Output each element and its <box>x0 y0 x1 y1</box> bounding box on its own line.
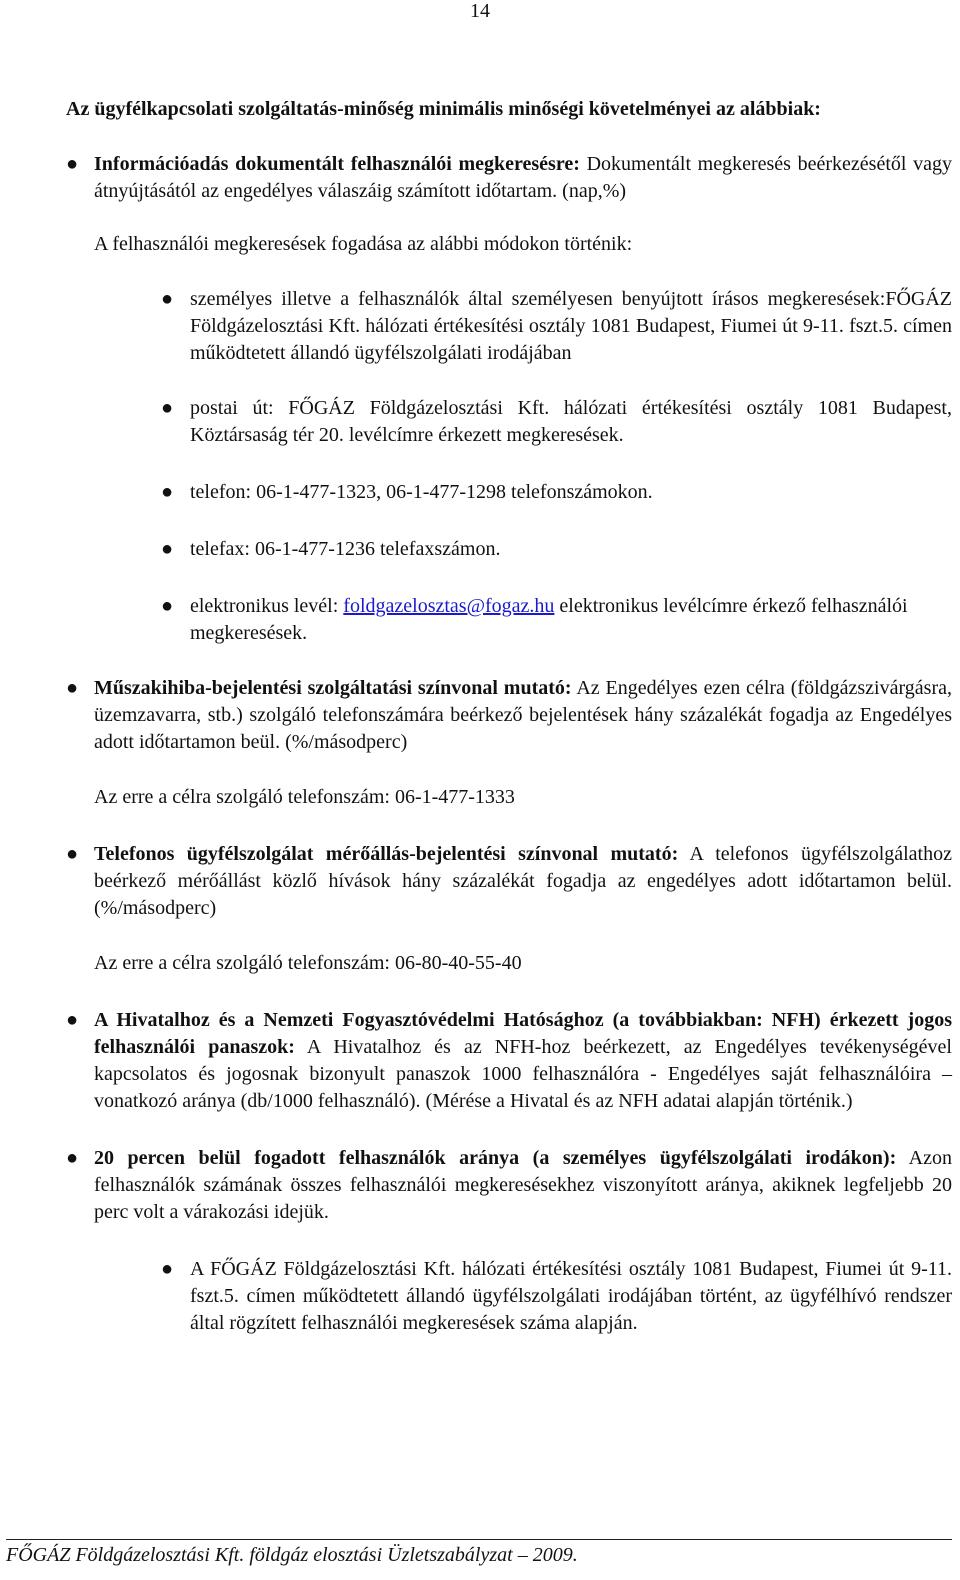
document-body <box>66 96 952 1337</box>
bullet-icon: ● <box>66 1009 79 1031</box>
fault-phone-number: Az erre a célra szolgáló telefonszám: 06-1-477-1333 <box>94 786 515 808</box>
requirement-item-meter-reading <box>66 841 952 922</box>
item-title: 20 percen belül fogadott felhasználók aránya (a személyes ügyfélszolgálati irodákon): <box>94 1147 897 1169</box>
bullet-icon: ● <box>161 288 174 310</box>
bullet-icon: ● <box>66 153 79 175</box>
bullet-icon: ● <box>161 1258 174 1280</box>
bullet-icon: ● <box>66 843 79 865</box>
bullet-icon: ● <box>66 1147 79 1169</box>
bullet-icon: ● <box>161 538 174 560</box>
item-title: Információadás dokumentált felhasználói megkeresésre: <box>94 153 580 175</box>
footer-divider <box>6 1539 952 1540</box>
bullet-icon: ● <box>161 595 174 617</box>
requirement-item-information <box>66 151 952 205</box>
requirement-item-fault-report <box>66 675 952 756</box>
bullet-icon: ● <box>161 481 174 503</box>
page-footer: FŐGÁZ Földgázelosztási Kft. földgáz elosztási Üzletszabályzat – 2009. <box>6 1544 578 1566</box>
requirement-item-complaints <box>66 1007 952 1115</box>
requirement-item-waiting-time <box>66 1145 952 1226</box>
sub-item-fax: ● telefax: 06-1-477-1236 telefaxszámon. <box>66 536 952 563</box>
item-title: Műszakihiba-bejelentési szolgáltatási színvonal mutató: <box>94 677 572 699</box>
meter-phone-number: Az erre a célra szolgáló telefonszám: 06-80-40-55-40 <box>94 952 522 974</box>
sub-item-personal: ● személyes illetve a felhasználók által személyesen benyújtott írásos megkeresések:FŐGÁZ Földgázelosztási Kft. hálózati értékesítési osztály 1081 Budapest, Fiumei út 9-11. fszt.5. címen működtetett állandó ügyfélszolgálati irodájában <box>161 288 952 364</box>
item-text: A telefonos ügyfélszolgálathoz beérkező mérőállást közlő hívások hány százalékát fogadja az engedélyes adott időtartamon belül. (%/másodperc) <box>94 843 952 919</box>
intro-heading: Az ügyfélkapcsolati szolgáltatás-minőség minimális minőségi követelményei az alábbiak: <box>66 98 821 120</box>
bullet-icon: ● <box>66 677 79 699</box>
item-text: Azon felhasználók számának összes felhasználói megkeresésekhez viszonyított aránya, akiknek legfeljebb 20 perc volt a várakozási idejük. <box>94 1147 952 1223</box>
sub-item-phone: ● telefon: 06-1-477-1323, 06-1-477-1298 telefonszámokon. <box>66 479 952 506</box>
email-link[interactable]: foldgazelosztas@fogaz.hu <box>343 595 555 617</box>
page-number: 14 <box>470 0 490 22</box>
sub-intro: A felhasználói megkeresések fogadása az alábbi módokon történik: <box>94 233 633 255</box>
item-title: A Hivatalhoz és a Nemzeti Fogyasztóvédelmi Hatósághoz (a továbbiakban: NFH) érkezett jogos felhasználói panaszok: <box>94 1009 952 1058</box>
sub-item-email: ● elektronikus levél: foldgazelosztas@fogaz.hu elektronikus levélcímre érkező felhasználói megkeresések. <box>161 595 908 644</box>
sub-item-postal: ● postai út: FŐGÁZ Földgázelosztási Kft. hálózati értékesítési osztály 1081 Budapest, Köztársaság tér 20. levélcímre érkezett megkeresések. <box>161 397 952 446</box>
item-text: A Hivatalhoz és az NFH-hoz beérkezett, az Engedélyes tevékenységével kapcsolatos és jogosnak bizonyult panaszok 1000 felhasználóra - Engedélyes saját felhasználóira – vonatkozó aránya (db/1000 felhasználó). (Mérése a Hivatal és az NFH adatai alapján történik.) <box>94 1036 952 1112</box>
sub-item-office: ● A FŐGÁZ Földgázelosztási Kft. hálózati értékesítési osztály 1081 Budapest, Fiumei út 9-11. fszt.5. címen működtetett állandó ügyfélszolgálati irodájában történt, az ügyfélhívó rendszer által rögzített felhasználói megkeresések száma alapján. <box>161 1258 952 1334</box>
bullet-icon: ● <box>161 397 174 419</box>
item-title: Telefonos ügyfélszolgálat mérőállás-bejelentési színvonal mutató: <box>94 843 679 865</box>
item-text: Dokumentált megkeresés beérkezésétől vagy átnyújtásától az engedélyes válaszáig számított időtartam. (nap,%) <box>94 153 952 202</box>
item-text: Az Engedélyes ezen célra (földgázszivárgásra, üzemzavarra, stb.) szolgáló telefonszámára beérkező bejelentések hány százalékát fogadja az Engedélyes adott időtartamon beül. (%/másodperc) <box>94 677 952 753</box>
